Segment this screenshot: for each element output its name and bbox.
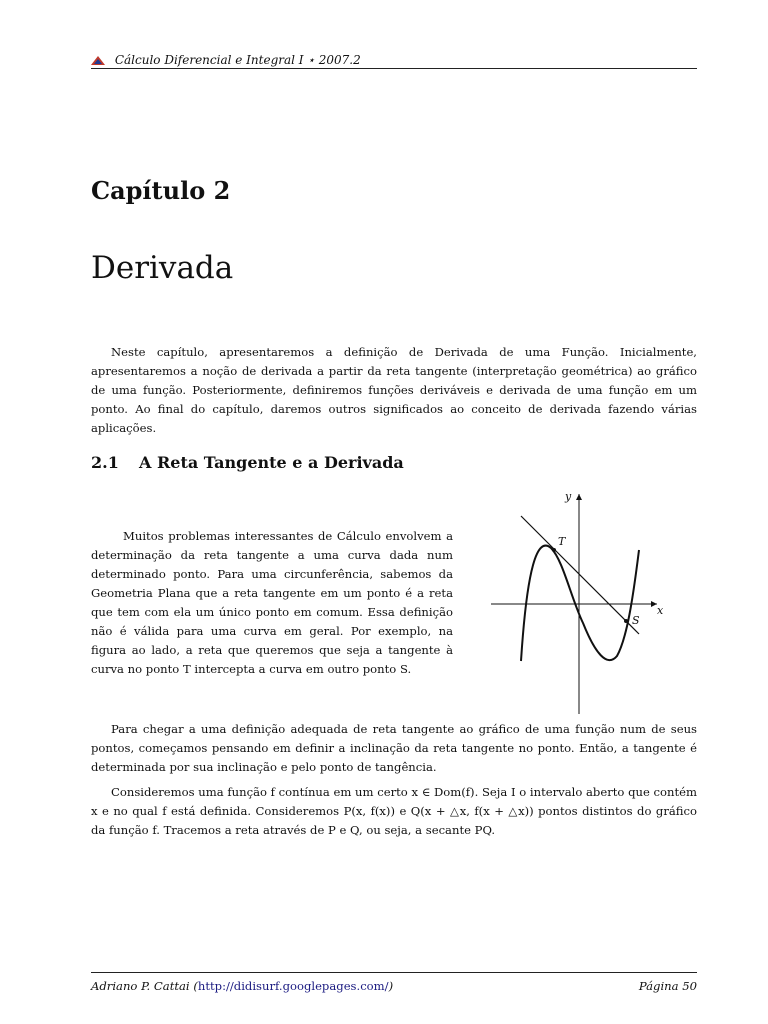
section-heading [91, 453, 404, 472]
header-separator: ⋆ [307, 53, 315, 67]
intro-paragraph: Neste capítulo, apresentaremos a definição de Derivada de uma Função. Inicialmente, apresentaremos a noção de derivada a partir da reta tangente (interpretação geométrica) ao gráfico de uma função. Posteriormente, definiremos funções deriváveis e derivada de uma função em um ponto. Ao final do capítulo, daremos outros significados ao conceito de derivada fazendo várias aplicações. [91, 345, 697, 435]
point-T-marker [552, 548, 556, 552]
running-header [91, 52, 697, 69]
university-logo-icon [91, 56, 105, 66]
chapter-title: Derivada [91, 250, 234, 286]
point-T-label: T [558, 535, 566, 548]
page-number: Página 50 [638, 979, 697, 993]
paragraph-2: Para chegar a uma definição adequada de reta tangente ao gráfico de uma função num de seus pontos, começamos pensando em definir a inclinação da reta tangente no ponto. Então, a tangente é determinada por sua inclinação e pelo ponto de tangência. [91, 722, 697, 774]
cubic-curve [521, 546, 639, 661]
section-title: A Reta Tangente e a Derivada [139, 453, 404, 472]
tangent-figure [485, 488, 675, 718]
footer-author-block: Adriano P. Cattai (http://didisurf.googlepages.com/) [91, 979, 394, 993]
footer-url-link[interactable]: http://didisurf.googlepages.com/ [197, 979, 389, 993]
point-S-marker [624, 619, 628, 623]
chapter-label: Capítulo 2 [91, 176, 231, 205]
y-axis-label: y [565, 490, 572, 503]
header-course: Cálculo Diferencial e Integral I [114, 53, 304, 67]
section-number: 2.1 [91, 453, 119, 472]
x-axis-label: x [657, 604, 664, 617]
paragraph-3: Consideremos uma função f contínua em um certo x ∈ Dom(f). Seja I o intervalo aberto que contém x e no qual f está definida. Consideremos P(x, f(x)) e Q(x + △x, f(x + △x)) pontos distintos do gráfico da função f. Tracemos a reta através de P e Q, ou seja, a secante PQ. [91, 785, 697, 837]
header-year: 2007.2 [318, 53, 361, 67]
page-footer [91, 972, 697, 993]
tangent-diagram [485, 488, 675, 718]
figure-paragraph: Muitos problemas interessantes de Cálculo envolvem a determinação da reta tangente a uma curva dada num determinado ponto. Para uma circunferência, sabemos da Geometria Plana que a reta tangente em um ponto é a reta que tem com ela um único ponto em comum. Essa definição não é válida para uma curva em geral. Por exemplo, na figura ao lado, a reta que queremos que seja a tangente à curva no ponto T intercepta a curva em outro ponto S. [91, 529, 453, 676]
footer-author: Adriano P. Cattai [91, 979, 190, 993]
point-S-label: S [632, 614, 640, 627]
